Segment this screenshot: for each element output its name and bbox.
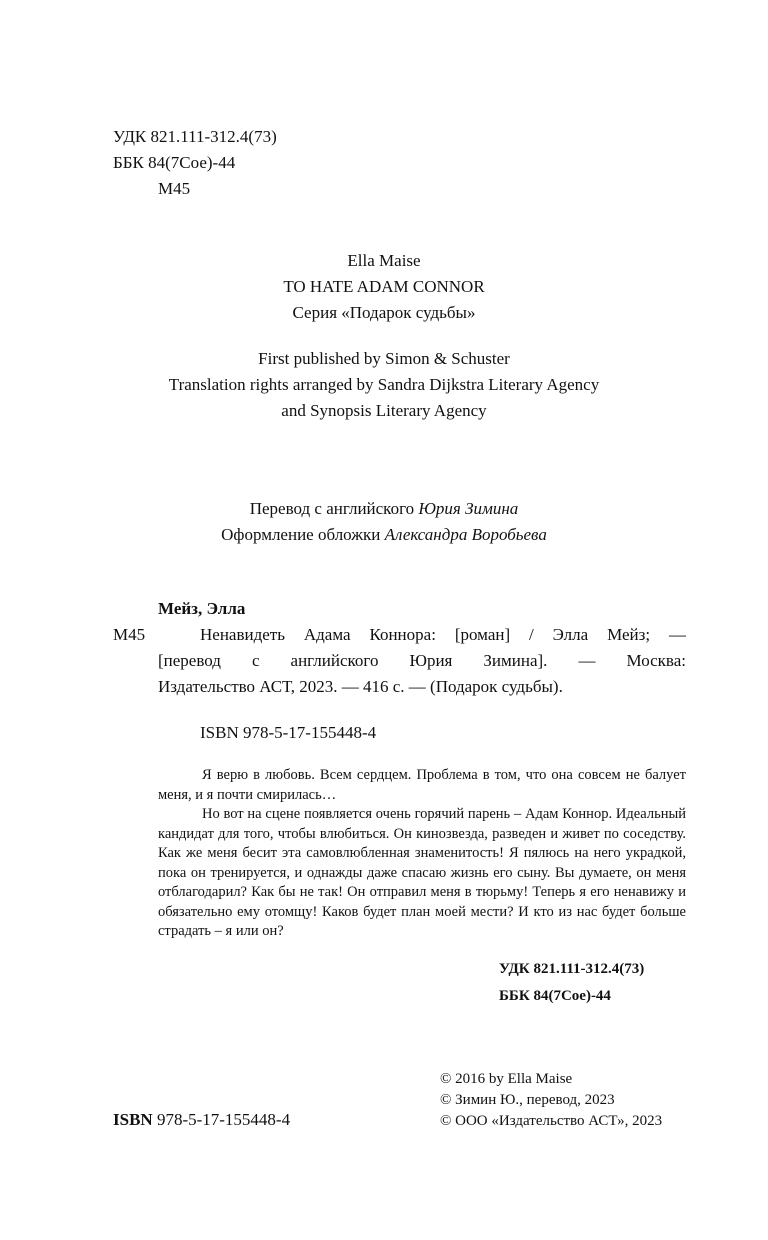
cover-credit <box>0 522 768 548</box>
footer-isbn-number: 978-5-17-155448-4 <box>156 1110 291 1129</box>
footer-isbn-label: ISBN <box>113 1110 153 1129</box>
original-title: TO HATE ADAM CONNOR <box>283 277 485 296</box>
original-author: Ella Maise <box>347 251 421 270</box>
bbk-code: ББК 84(7Сое)-44 <box>113 153 236 172</box>
rights-line-1: First published by Simon & Schuster <box>258 349 510 368</box>
translator-name: Юрия Зимина <box>418 499 519 518</box>
catalog-isbn: ISBN 978-5-17-155448-4 <box>200 723 377 742</box>
translation-label: Перевод с английского <box>249 499 415 518</box>
cover-designer-name: Александра Воробьева <box>384 525 547 544</box>
copyright-1: © 2016 by Ella Maise <box>440 1071 573 1087</box>
annotation-paragraph-2: Но вот на сцене появляется очень горячий парень – Адам Коннор. Идеальный кандидат для того, чтобы влюбиться. Он кинозвезда, разведен и живет по соседству. Как же меня бесит эта самовлюбленная знаменитость! Я пялюсь на него украдкой, пока он тренируется, и однажды даже спасаю жизнь его сыну. Вы думаете, он меня отблагодарил? Как бы не так! Он отправил меня в тюрьму! Теперь я его ненавижу и обязательно ему отомщу! Каков будет план моей мести? И кто из нас будет больше страдать – я или он? <box>158 806 686 939</box>
annotation-paragraph-1: Я верю в любовь. Всем сердцем. Проблема в том, что она совсем не балует меня, и я почти смирилась… <box>158 767 686 803</box>
udk-code-bottom: УДК 821.111-312.4(73) <box>499 961 645 977</box>
translation-credit <box>0 496 768 522</box>
annotation <box>158 766 686 942</box>
rights-line-2: Translation rights arranged by Sandra Dijkstra Literary Agency <box>168 375 600 394</box>
catalog-line-1: Ненавидеть Адама Коннора: [роман] / Элла Мейз; — <box>200 625 686 644</box>
author-mark: М45 <box>158 179 191 198</box>
bbk-code-bottom: ББК 84(7Сое)-44 <box>499 988 611 1004</box>
copyright-2: © Зимин Ю., перевод, 2023 <box>440 1092 615 1108</box>
cover-label: Оформление обложки <box>221 525 381 544</box>
udk-code: УДК 821.111-312.4(73) <box>113 127 277 146</box>
rights-line-3: and Synopsis Literary Agency <box>281 401 487 420</box>
catalog-mark: М45 <box>113 625 146 644</box>
footer-isbn <box>113 1107 290 1133</box>
series-name: Серия «Подарок судьбы» <box>292 303 476 322</box>
catalog-line-2: [перевод с английского Юрия Зимина]. — Москва: <box>158 651 686 670</box>
copyright-3: © ООО «Издательство АСТ», 2023 <box>440 1113 663 1129</box>
catalog-line-3: Издательство АСТ, 2023. — 416 с. — (Подарок судьбы). <box>158 677 563 696</box>
catalog-heading: Мейз, Элла <box>158 599 246 618</box>
